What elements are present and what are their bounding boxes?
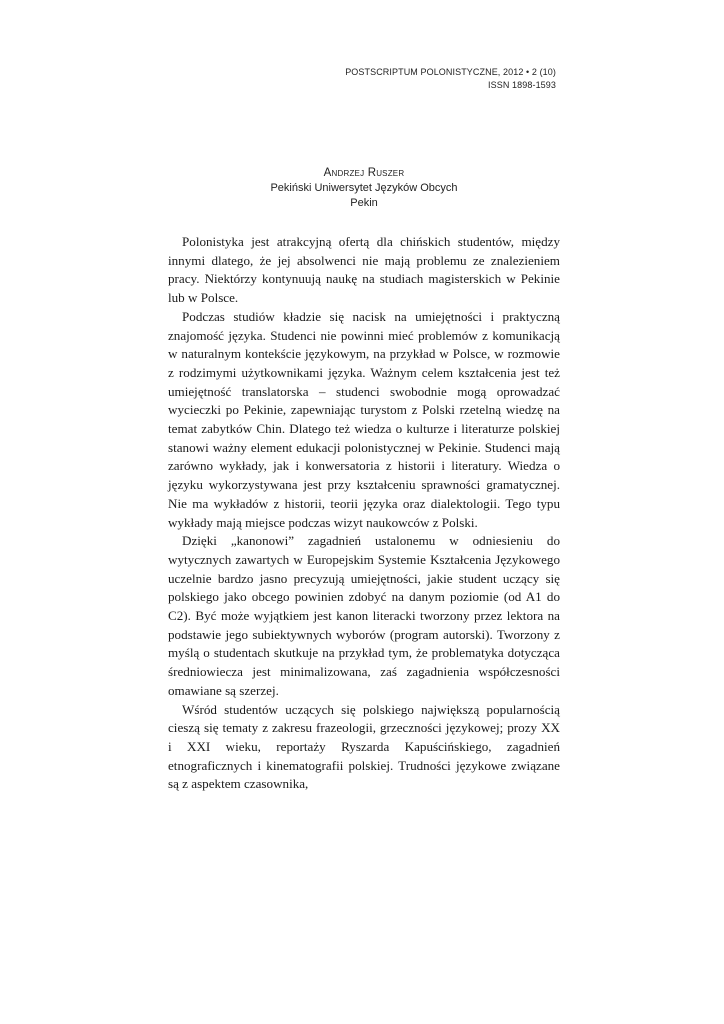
paragraph-2: Podczas studiów kładzie się nacisk na umiejętności i praktyczną znajomość języka. Studenci nie powinni mieć problemów z komunikacją w naturalnym kontekście językowym, na przykład w Polsce, w rozmowie z rodzimymi użytkownikami języka. Ważnym celem kształcenia jest też umiejętność translatorska – studenci swobodnie mogą oprowadzać wycieczki po Pekinie, zapewniając turystom z Polski rzetelną wiedzę na temat zabytków Chin. Dlatego też wiedza o kulturze i literaturze polskiej stanowi ważny element edukacji polonistycznej w Pekinie. Studenci mają zarówno wykłady, jak i konwersatoria z historii i literatury. Wiedza o języku wykorzystywana jest przy kształceniu sprawności gramatycznej. Nie ma wykładów z historii, teorii języka oraz dialektologii. Tego typu wykłady mają miejsce podczas wizyt naukowców z Polski. bbox=[168, 308, 560, 530]
author-block bbox=[168, 166, 560, 211]
paragraph-4: Wśród studentów uczących się polskiego największą popularnością cieszą się tematy z zakresu frazeologii, grzeczności językowej; prozy XX i XXI wieku, reportaży Ryszarda Kapuścińskiego, zagadnień etnograficznych i kinematografii polskiej. Trudności językowe związane są z aspektem czasownika, bbox=[168, 701, 560, 792]
author-name: Andrzej Ruszer bbox=[323, 167, 405, 179]
article-body bbox=[168, 233, 560, 794]
author-city: Pekin bbox=[350, 197, 378, 209]
paragraph-3: Dzięki „kanonowi” zagadnień ustalonemu w odniesieniu do wytycznych zawartych w Europejskim Systemie Kształcenia Językowego uczelnie bardzo jasno precyzują umiejętności, jakie student uczący się polskiego jako obcego powinien zdobyć na danym poziomie (od A1 do C2). Być może wyjątkiem jest kanon literacki tworzony przez lektora na podstawie jego subiektywnych wyborów (program autorski). Tworzony z myślą o studentach skutkuje na przykład tym, że problematyka dotycząca średniowiecza jest minimalizowana, zaś zagadnienia współczesności omawiane są szerzej. bbox=[168, 533, 560, 698]
author-affiliation: Pekiński Uniwersytet Języków Obcych bbox=[270, 182, 458, 194]
paragraph-1: Polonistyka jest atrakcyjną ofertą dla chińskich studentów, między innymi dlatego, że jej absolwenci nie mają problemu ze znalezieniem pracy. Niektórzy kontynuują naukę na studiach magisterskich w Pekinie lub w Polsce. bbox=[168, 234, 560, 306]
running-header bbox=[345, 66, 556, 92]
issn-line: ISSN 1898-1593 bbox=[488, 80, 556, 90]
journal-title-line: POSTSCRIPTUM POLONISTYCZNE, 2012 • 2 (10) bbox=[345, 67, 556, 77]
